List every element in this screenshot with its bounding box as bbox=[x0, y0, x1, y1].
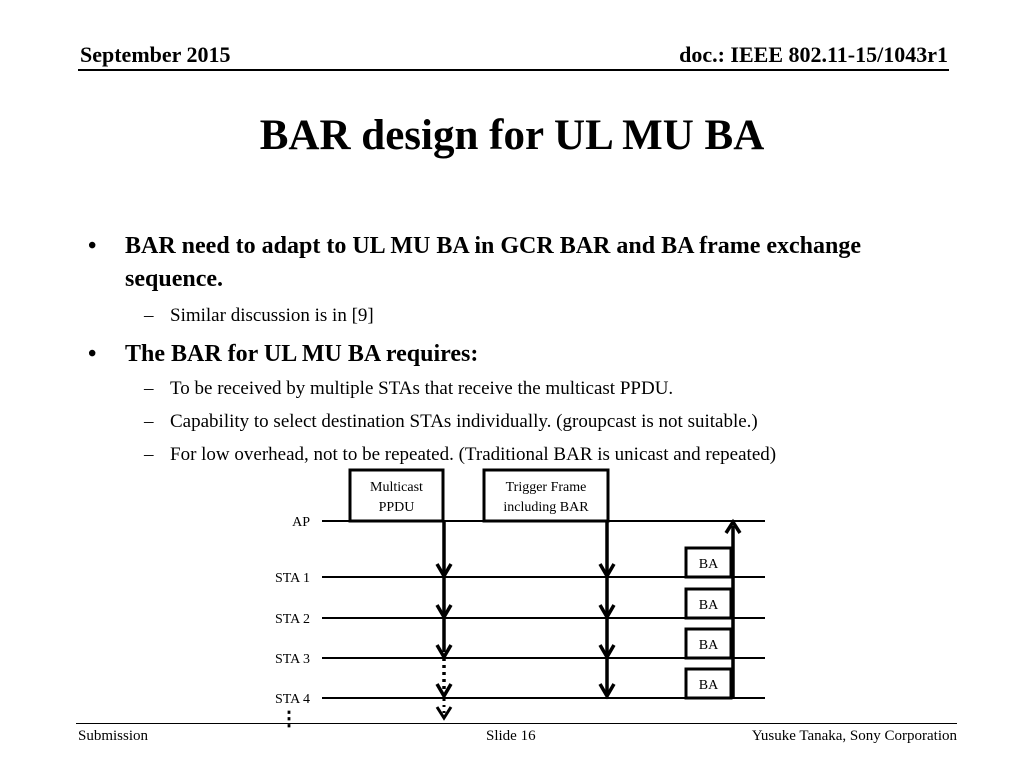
bullet-marker: • bbox=[88, 233, 97, 259]
ba-label-sta2: BA bbox=[698, 598, 719, 613]
slide-title: BAR design for UL MU BA bbox=[259, 112, 765, 159]
ba-label-sta1: BA bbox=[698, 557, 719, 572]
footer-submission: Submission bbox=[78, 728, 149, 744]
sub-bullet-marker: – bbox=[144, 444, 154, 465]
sub-bullet-1-1-text: Similar discussion is in [9] bbox=[170, 305, 374, 326]
trigger-frame-label-1: Trigger Frame bbox=[505, 480, 587, 495]
lane-label-ap: AP bbox=[292, 515, 310, 530]
footer-slide-number: Slide 16 bbox=[486, 728, 536, 744]
arrow-head-icon bbox=[437, 684, 451, 696]
header-doc-id: doc.: IEEE 802.11-15/1043r1 bbox=[679, 42, 948, 67]
bullet-1-text: BAR need to adapt to UL MU BA in GCR BAR and BA frame exchange sequence. bbox=[125, 233, 862, 292]
multicast-ppdu-label-1: Multicast bbox=[370, 480, 423, 495]
lane-label-sta2: STA 2 bbox=[274, 612, 310, 627]
sub-bullet-marker: – bbox=[144, 378, 154, 399]
footer-divider bbox=[76, 723, 957, 724]
ba-label-sta3: BA bbox=[698, 638, 719, 653]
bullet-2-text: The BAR for UL MU BA requires: bbox=[125, 341, 479, 367]
sub-bullet-2-1-text: To be received by multiple STAs that receive the multicast PPDU. bbox=[170, 378, 674, 399]
bullet-marker: • bbox=[88, 341, 97, 367]
header-date: September 2015 bbox=[80, 42, 231, 67]
lane-label-sta3: STA 3 bbox=[274, 652, 310, 667]
multicast-ppdu-label-2: PPDU bbox=[378, 500, 415, 515]
more-stations-ellipsis: ⋮ bbox=[279, 708, 299, 730]
footer-author: Yusuke Tanaka, Sony Corporation bbox=[751, 728, 957, 744]
ba-label-sta4: BA bbox=[698, 678, 719, 693]
trigger-frame-label-2: including BAR bbox=[503, 500, 589, 515]
lane-label-sta4: STA 4 bbox=[274, 692, 310, 707]
sub-bullet-marker: – bbox=[144, 305, 154, 326]
lane-label-sta1: STA 1 bbox=[274, 571, 310, 586]
sub-bullet-2-2-text: Capability to select destination STAs individually. (groupcast is not suitable.) bbox=[170, 411, 758, 432]
sub-bullet-marker: – bbox=[144, 411, 154, 432]
sub-bullet-2-3-text: For low overhead, not to be repeated. (Traditional BAR is unicast and repeated) bbox=[170, 444, 777, 465]
